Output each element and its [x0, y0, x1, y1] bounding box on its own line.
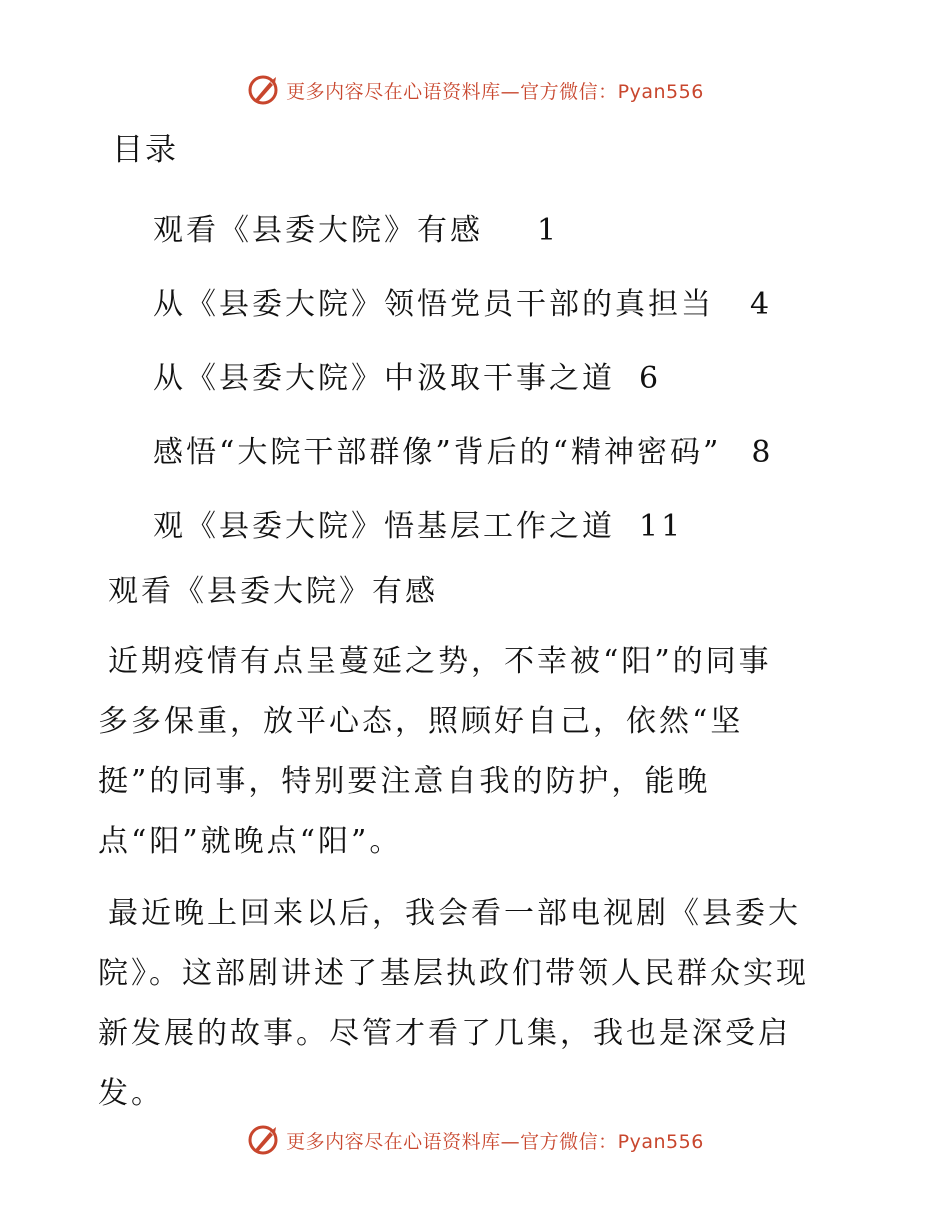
paragraph-line: 近期疫情有点呈蔓延之势，不幸被“阳”的同事 — [108, 644, 772, 679]
toc-item-title: 感悟“大院干部群像”背后的“精神密码” — [153, 435, 722, 470]
article-paragraph — [98, 884, 858, 1124]
header-watermark — [0, 70, 950, 110]
toc-item-page: 8 — [751, 435, 774, 470]
paragraph-line: 点“阳”就晚点“阳”。 — [98, 824, 403, 859]
toc-item-title: 观《县委大院》悟基层工作之道 — [153, 509, 615, 544]
toc-item-page: 4 — [750, 287, 773, 322]
paragraph-line: 多多保重，放平心态，照顾好自己，依然“坚 — [98, 704, 744, 739]
toc-item-page: 6 — [639, 361, 662, 396]
toc-item[interactable] — [153, 490, 773, 564]
watermark-wechat-id: Pyan556 — [617, 1130, 704, 1153]
toc-item-title: 从《县委大院》中汲取干事之道 — [153, 361, 615, 396]
toc-item-page: 11 — [639, 509, 684, 544]
toc-list — [153, 194, 773, 564]
quill-logo-icon — [246, 1123, 280, 1157]
quill-logo-icon — [246, 73, 280, 107]
paragraph-line: 挺”的同事，特别要注意自我的防护，能晚 — [98, 764, 711, 799]
toc-item-title: 观看《县委大院》有感 — [153, 213, 483, 248]
toc-item[interactable] — [153, 342, 773, 416]
paragraph-line: 院》。这部剧讲述了基层执政们带领人民群众实现 — [98, 956, 809, 991]
toc-item[interactable] — [153, 416, 773, 490]
paragraph-line: 最近晚上回来以后，我会看一部电视剧《县委大 — [108, 896, 801, 931]
article-title: 观看《县委大院》有感 — [108, 574, 438, 609]
toc-item-page: 1 — [537, 213, 560, 248]
watermark-wechat-id: Pyan556 — [617, 80, 704, 103]
paragraph-line: 新发展的故事。尽管才看了几集，我也是深受启 — [98, 1016, 791, 1051]
watermark-text: 更多内容尽在心语资料库—官方微信： — [286, 1130, 618, 1153]
footer-watermark — [0, 1120, 950, 1160]
toc-heading: 目录 — [112, 132, 178, 168]
article-paragraph — [98, 632, 858, 872]
toc-item[interactable] — [153, 268, 773, 342]
watermark-text: 更多内容尽在心语资料库—官方微信： — [286, 80, 618, 103]
paragraph-line: 发。 — [98, 1076, 164, 1111]
toc-item[interactable] — [153, 194, 773, 268]
toc-item-title: 从《县委大院》领悟党员干部的真担当 — [153, 287, 714, 322]
